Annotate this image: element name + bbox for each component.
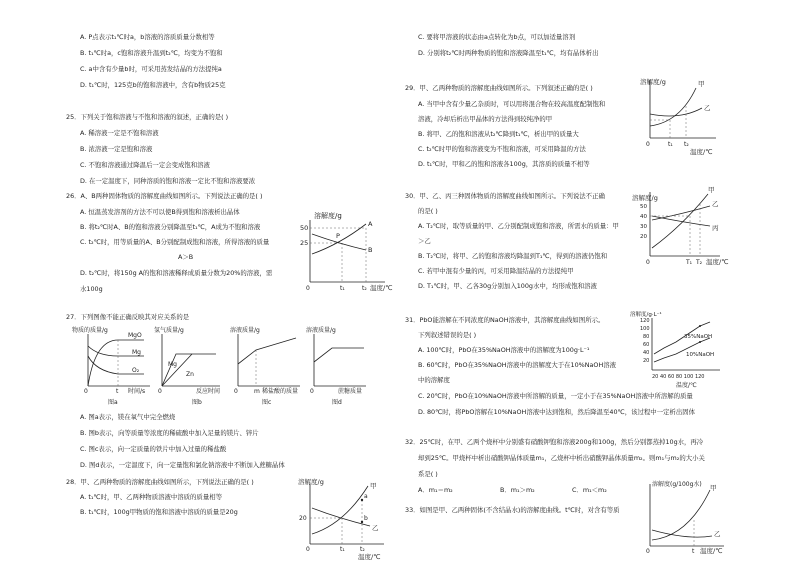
q27-option-d: D. 图d表示，一定温度下，向一定量饱和氯化钠溶液中不断加入蔗糖晶体	[80, 461, 285, 469]
fig31-y100: 100	[640, 326, 650, 332]
q26-option-a: A. 恒温蒸发溶剂的方法不可以使B得到饱和溶液析出晶体	[80, 208, 240, 216]
q32-stem-line3: 系是( )	[418, 470, 438, 478]
q24-option-d: D. t₁℃时，125克b的饱和溶液中，含有b物质25克	[80, 81, 226, 89]
fig29-origin: 0	[646, 141, 650, 148]
q25-option-a: A. 稀溶液一定是不饱和溶液	[80, 129, 159, 137]
q24-option-c: C. a中含有少量b时，可采用蒸发结晶的方法提纯a	[80, 65, 222, 73]
fig29-t2: t₂	[684, 141, 689, 148]
q25-stem: 25．下列关于饱和溶液与不饱和溶液的叙述，正确的是( )	[66, 113, 229, 121]
fig33-yi: 乙	[714, 530, 721, 538]
fig30-yi: 乙	[712, 200, 719, 208]
fig26-xlabel: 温度/℃	[370, 284, 393, 292]
q30-stem-cont: 的是( )	[418, 207, 438, 215]
fig27b-caption: 图b	[192, 399, 202, 406]
q26-option-c: C. t₂℃时，用等质量的A、B分别配制成饱和溶液，所得溶液的质量	[80, 238, 270, 246]
fig33-t: t	[692, 548, 695, 555]
fig27b-origin: 0	[158, 388, 162, 395]
figure-q27	[70, 326, 370, 408]
q29-stem: 29．甲、乙两种物质的溶解度曲线如图所示。下列叙述正确的是( )	[405, 84, 593, 92]
fig31-s35: 35%NaOH	[684, 334, 713, 340]
fig29-yi: 乙	[704, 104, 711, 112]
fig28-y20: 20	[299, 515, 307, 522]
q28-option-d: D. 分别将t₂℃时两种物质的饱和溶液降温至t₁℃，均有晶体析出	[418, 49, 599, 57]
fig29-ylabel: 溶解度/g	[640, 78, 666, 86]
q29-option-d: D. t₁℃时，甲和乙的饱和溶液各100g，其溶质的质量不相等	[418, 160, 590, 168]
fig28-t1: t₁	[340, 546, 345, 553]
fig31-y120: 120	[640, 318, 650, 324]
fig33-jia: 甲	[710, 484, 717, 492]
fig30-y20: 20	[640, 234, 647, 240]
fig27b-xlabel: 反应时间	[196, 388, 221, 395]
q25-option-b: B. 浓溶液一定是饱和溶液	[80, 145, 153, 153]
q26-option-d: D. t₂℃时，将150g A的饱和溶液稀释成质量分数为20%的溶液，需	[80, 269, 273, 277]
q30-stem: 30．甲、乙、丙三种固体物质的溶解度曲线如图所示。下列说法不正确	[405, 192, 605, 200]
q26-option-c-cont: A＞B	[178, 253, 194, 261]
fig30-jia: 甲	[708, 186, 715, 194]
figure-q30	[632, 186, 729, 272]
q26-option-d-cont: 水100g	[80, 285, 103, 293]
q33-stem: 33．如图是甲、乙两种固体(不含结晶水)的溶解度曲线。t℃时，对含有等质	[405, 506, 620, 514]
q28-option-c: C. 要将甲溶液的状态由a点转化为b点，可以加适量溶剂	[418, 33, 576, 41]
q30-option-d: D. T₁℃时，甲、乙各30g分别加入100g水中，均形成饱和溶液	[418, 282, 597, 290]
q25-option-c: C. 不饱和溶液通过降温后一定会变成饱和溶液	[80, 161, 210, 169]
fig26-origin: 0	[306, 285, 310, 292]
fig29-xlabel: 温度/℃	[690, 148, 713, 156]
q28-option-b: B. t₁℃时，100g甲物质的饱和溶液中溶质的质量是20g	[80, 508, 238, 516]
fig27b-mg: Mg	[168, 361, 177, 368]
q29-option-a-cont: 溶液，冷却后析出甲晶体的方法得到较纯净的甲	[418, 115, 553, 123]
fig31-y60: 60	[643, 342, 650, 348]
q32-stem-line1: 32．25℃时，在甲、乙两个烧杯中分别盛有硝酸钾饱和溶液200g和100g，然后分别都蒸掉10g水，再冷	[405, 438, 704, 446]
figure-q28	[298, 478, 388, 560]
q31-stem-cont: 下列叙述错误的是( )	[418, 331, 477, 339]
fig27b-zn: Zn	[186, 371, 194, 378]
q31-option-b: B. 60℃时，PbO在35%NaOH溶液中的溶解度大于在10%NaOH溶液	[418, 361, 617, 369]
fig30-xlabel: 温度/℃	[706, 258, 729, 266]
fig27c-m: m	[254, 388, 260, 395]
fig31-xticks: 20 40 60 80 100 120	[652, 374, 705, 380]
fig28-t2: t₂	[360, 546, 365, 553]
fig33-origin: 0	[646, 548, 650, 555]
q25-option-d: D. 在一定温度下，同种溶质的饱和溶液一定比不饱和溶液要浓	[80, 177, 256, 185]
q27-option-a: A. 图a表示，镁在氧气中完全燃烧	[80, 413, 176, 421]
figure-q29	[640, 76, 720, 160]
fig31-xlabel: 温度/℃	[676, 382, 697, 389]
q28-option-a: A. t₁℃时，甲、乙两种物质溶液中溶质的质量相等	[80, 493, 222, 501]
q30-option-c: C. 若甲中混有少量的丙，可采用降温结晶的方法提纯甲	[418, 267, 574, 275]
fig27d-ylabel: 溶液质量/g	[306, 327, 336, 334]
fig30-ylabel: 溶解度/g	[632, 194, 658, 202]
q32-stem-line2: 却到25℃。甲烧杯中析出硝酸钾晶体质量m₁，乙烧杯中析出硝酸钾晶体质量m₂。则m₁与m₂的大小关	[418, 454, 705, 462]
fig27c-caption: 图c	[262, 399, 272, 406]
fig30-y50: 50	[640, 204, 647, 210]
q31-option-b-cont: 中的溶解度	[418, 376, 450, 384]
q30-option-b: B. T₂℃时，将甲、乙的饱和溶液均降温到T₁℃，得到的溶液仍饱和	[418, 252, 608, 260]
fig27a-mg: Mg	[132, 349, 141, 356]
fig27a-xlabel: 时间/s	[128, 388, 146, 395]
fig31-y80: 80	[643, 334, 650, 340]
fig26-t1: t₁	[340, 285, 345, 292]
fig27a-t: t	[116, 388, 119, 395]
fig30-y30: 30	[640, 224, 647, 230]
fig27a-caption: 图a	[108, 399, 118, 406]
fig27a-origin: 0	[84, 388, 88, 395]
q31-option-c: C. 20℃时，PbO在10%NaOH溶液中所溶解的质量，一定小于在35%NaOH溶液中所溶解的质量	[418, 392, 693, 400]
fig31-ylabel: 溶解度/g·L⁻¹	[630, 312, 662, 318]
fig27c-origin: 0	[234, 388, 238, 395]
fig29-jia: 甲	[698, 80, 705, 88]
q31-stem: 31．PbO能溶解在不同浓度的NaOH溶液中，其溶解度曲线如图所示。	[405, 316, 605, 324]
fig27c-ylabel: 溶液质量/g	[230, 327, 260, 334]
fig26-y25: 25	[300, 239, 309, 247]
fig26-label-b: B	[368, 246, 373, 254]
fig31-y20: 20	[643, 358, 650, 364]
fig26-t2: t₂	[362, 285, 367, 292]
q30-option-a-cont: ＞乙	[418, 237, 431, 245]
fig27d-caption: 图d	[332, 399, 342, 406]
fig27d-xlabel: 蔗糖质量	[338, 388, 363, 395]
fig28-jia: 甲	[370, 482, 377, 490]
fig30-origin: 0	[646, 259, 650, 266]
q32-option-a: A．m₁＝m₂	[418, 486, 453, 494]
q29-option-b: B. 将甲、乙的饱和溶液从t₂℃降到t₁℃，析出甲的质量大	[418, 130, 579, 138]
q32-option-c: C．m₁＜m₂	[572, 486, 607, 494]
fig27a-mgo: MgO	[128, 332, 142, 339]
fig26-label-p: P	[336, 232, 340, 240]
q27-stem: 27．下列图像不能正确反映其对应关系的是	[66, 313, 190, 321]
fig28-ylabel: 溶解度/g	[298, 478, 324, 486]
q29-option-c: C. t₂℃时甲的饱和溶液变为不饱和溶液，可采用降温的方法	[418, 145, 586, 153]
fig33-xlabel: 温度/℃	[700, 547, 723, 555]
fig26-label-a: A	[368, 220, 373, 228]
q24-option-a: A. P点表示t₁℃时a，b溶液的溶质质量分数相等	[80, 33, 215, 41]
fig28-origin: 0	[306, 546, 310, 553]
figure-q31	[630, 312, 730, 392]
q26-stem: 26．A、B两种固体物质的溶解度曲线如图所示。下列说法正确的是( )	[66, 192, 263, 200]
fig27c-xlabel: 稀盐酸的质量	[262, 388, 299, 395]
fig28-yi: 乙	[372, 524, 379, 532]
q24-option-b: B. t₁℃时a，c饱和溶液升温到t₂℃，均变为不饱和	[80, 49, 223, 57]
fig30-t1: T₁	[686, 259, 693, 266]
q26-option-b: B. 将t₂℃时A、B的饱和溶液分别降温至t₁℃，A成为不饱和溶液	[80, 223, 261, 231]
fig28-b: b	[364, 515, 368, 522]
fig28-a: a	[364, 493, 368, 500]
q28-stem: 28．甲、乙两种物质的溶解度曲线如图所示，下列说法正确的是( )	[66, 478, 254, 486]
q31-option-d: D. 80℃时，将PbO溶解在10%NaOH溶液中达到饱和，然后降温至40℃，该过程中一定析出固体	[418, 408, 695, 416]
q27-option-c: C. 图c表示，向一定质量的铁片中加入过量的稀盐酸	[80, 445, 227, 453]
fig30-y40: 40	[640, 214, 647, 220]
fig33-ylabel: 溶解度(g/100g水)	[652, 481, 702, 488]
figure-q33	[638, 478, 728, 560]
q32-option-b: B．m₁＞m₂	[500, 486, 535, 494]
fig31-y40: 40	[643, 350, 650, 356]
fig30-bing: 丙	[712, 224, 719, 232]
q29-option-a: A. 当甲中含有少量乙杂质时，可以用将混合物在较高温度配制饱和	[418, 100, 606, 108]
fig31-s10: 10%NaOH	[686, 352, 715, 358]
figure-q26	[300, 212, 393, 302]
fig26-ylabel: 溶解度/g	[314, 212, 342, 220]
fig27a-o2: O₂	[132, 367, 140, 374]
fig29-t1: t₁	[668, 141, 673, 148]
fig27d-origin: 0	[310, 388, 314, 395]
fig26-y50: 50	[300, 224, 309, 232]
q27-option-b: B. 图b表示，向等质量等浓度的稀硫酸中加入足量的镁片、锌片	[80, 429, 259, 437]
fig28-xlabel: 温度/℃	[358, 553, 381, 561]
fig27a-ylabel: 物质的质量/g	[72, 327, 108, 334]
q31-option-a: A. 100℃时，PbO在35%NaOH溶液中的溶解度为100g·L⁻¹	[418, 346, 590, 354]
fig30-t2: T₂	[696, 259, 703, 266]
fig27b-ylabel: 氢气质量/g	[154, 327, 184, 334]
q30-option-a: A. T₂℃时，取等质量的甲、乙分别配制成饱和溶液，所需水的质量：甲	[418, 222, 619, 230]
